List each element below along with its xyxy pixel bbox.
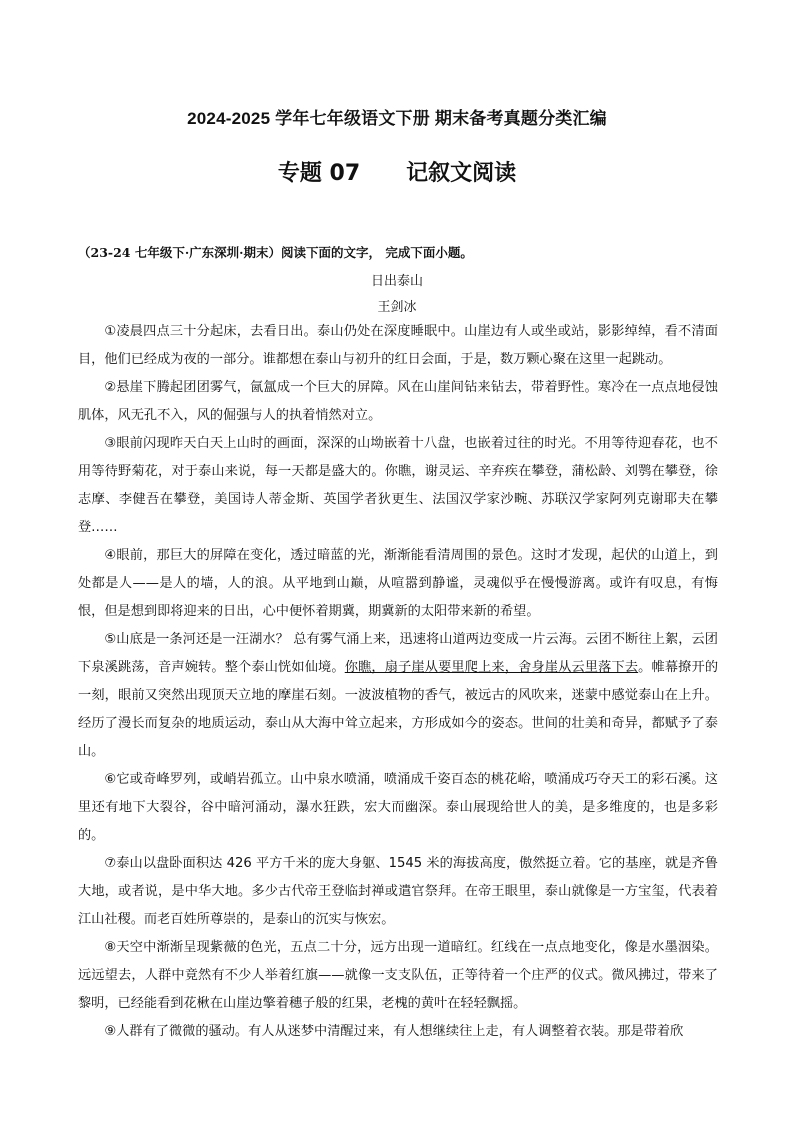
underlined-sentence: 你瞧，扇子崖从要里爬上来，舍身崖从云里落下去: [344, 660, 639, 675]
document-title: 2024-2025 学年七年级语文下册 期末备考真题分类汇编: [187, 109, 607, 128]
essay-author: 王剑冰: [377, 300, 417, 315]
document-subtitle: 专题 07 记叙文阅读: [277, 161, 517, 186]
paragraph-4: ④眼前，那巨大的屏障在变化，透过暗蓝的光，渐渐能看清周围的景色。这时才发现，起伏的山道上，到处都是人——是人的墙，人的浪。从平地到山巅，从喧嚣到静谧，灵魂似乎在慢慢游离。或许有叹息，有悔恨，但是想到即将迎来的日出，心中便怀着期冀，期冀新的太阳带来新的希望。: [78, 548, 718, 619]
paragraph-5-text-after: 。帷幕撩开的一刻，眼前又突然出现顶天立地的摩崖石刻。一波波植物的香气，被远古的风吹来，迷蒙中感觉泰山在上升。经历了漫长而复杂的地质运动，泰山从大海中耸立起来，方形成如今的姿态。世间的壮美和奇异，都赋予了泰山。: [78, 660, 719, 759]
essay-body: [78, 318, 718, 1046]
paragraph-3: ③眼前闪现昨天白天上山时的画面，深深的山坳嵌着十八盘，也嵌着过往的时光。不用等待迎春花，也不用等待野菊花，对于泰山来说，每一天都是盛大的。你瞧，谢灵运、辛弃疾在攀登，蒲松龄、刘鹗在攀登，徐志摩、李健吾在攀登，美国诗人蒂金斯、英国学者狄更生、法国汉学家沙畹、苏联汉学家阿列克谢耶夫在攀登……: [78, 436, 718, 535]
question-source: （23-24 七年级下·广东深圳·期末）阅读下面的文字， 完成下面小题。: [78, 245, 473, 260]
paragraph-7: ⑦泰山以盘卧面积达 426 平方千米的庞大身躯、1545 米的海拔高度，傲然挺立着。它的基座，就是齐鲁大地，或者说，是中华大地。多少古代帝王登临封禅或遣官祭拜。在帝王眼里，泰山就像是一方宝玺，代表着江山社稷。而老百姓所尊崇的，是泰山的沉实与恢宏。: [78, 856, 718, 927]
essay-title: 日出泰山: [370, 274, 423, 289]
paragraph-9: ⑨人群有了微微的骚动。有人从迷梦中清醒过来，有人想继续往上走，有人调整着衣装。那是带着欣: [104, 1024, 684, 1039]
paragraph-2: ②悬崖下腾起团团雾气，氤氲成一个巨大的屏障。风在山崖间钻来钻去，带着野性。寒冷在一点点地侵蚀肌体，风无孔不入，风的倔强与人的执着悄然对立。: [78, 380, 718, 423]
paragraph-8: ⑧天空中渐渐呈现紫薇的色光，五点二十分，远方出现一道暗红。红线在一点点地变化，像是水墨洇染。远远望去，人群中竟然有不少人举着红旗——就像一支支队伍，正等待着一个庄严的仪式。微风拂过，带来了黎明，已经能看到花楸在山崖边擎着穗子般的红果，老槐的黄叶在轻轻飘摇。: [78, 940, 718, 1011]
paragraph-5-text-before: ⑤山底是一条河还是一汪湖水？ 总有雾气涌上来，迅速将山道两边变成一片云海。云团不断往上絮，云团下泉溪跳荡，音声婉转。整个泰山恍如仙境。: [78, 632, 718, 675]
paragraph-5: [78, 626, 718, 766]
paragraph-6: ⑥它或奇峰罗列，或峭岩孤立。山中泉水喷涌，喷涌成千姿百态的桃花峪，喷涌成巧夺天工的彩石溪。这里还有地下大裂谷，谷中暗河涌动，瀑水狂跌，宏大而幽深。泰山展现给世人的美，是多维度的，也是多彩的。: [78, 772, 718, 843]
paragraph-1: ①凌晨四点三十分起床，去看日出。泰山仍处在深度睡眠中。山崖边有人或坐或站，影影绰绰，看不清面目，他们已经成为夜的一部分。谁都想在泰山与初升的红日会面，于是，数万颗心聚在这里一起跳动。: [78, 324, 718, 367]
